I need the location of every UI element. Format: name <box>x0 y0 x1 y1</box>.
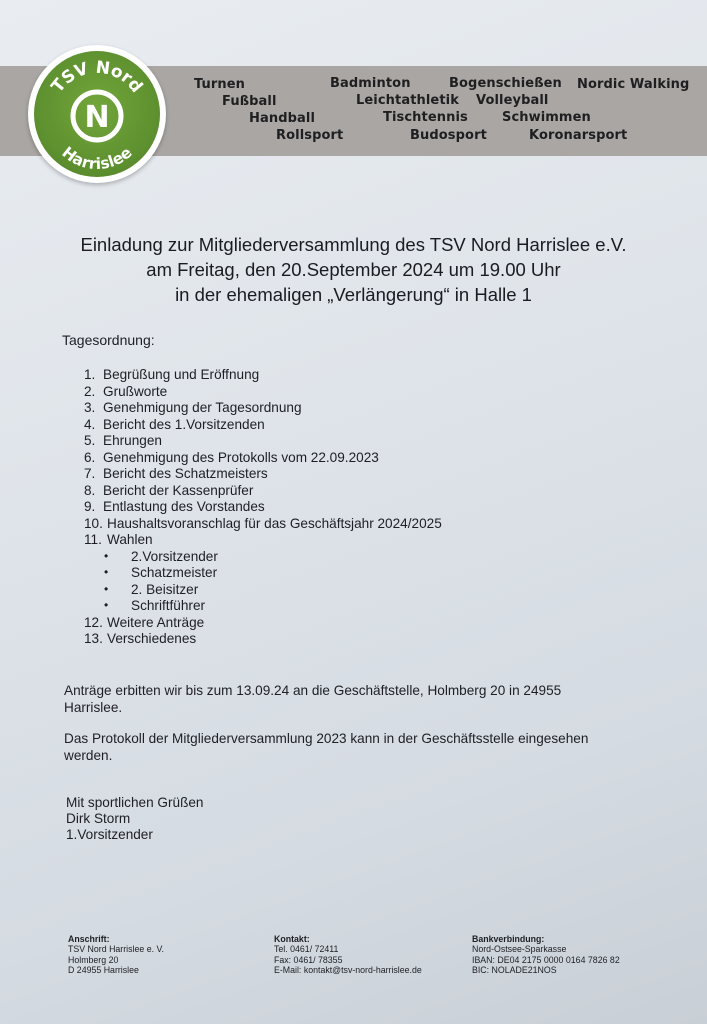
signer-role: 1.Vorsitzender <box>66 827 153 842</box>
footer-line: E-Mail: kontakt@tsv-nord-harrislee.de <box>274 965 422 976</box>
footer-heading: Kontakt: <box>274 934 310 944</box>
sport-item: Budosport <box>410 128 487 143</box>
sport-item: Nordic Walking <box>577 77 690 92</box>
footer-line: Holmberg 20 <box>68 954 119 965</box>
proposals-paragraph <box>64 682 561 716</box>
sport-item: Volleyball <box>476 93 549 108</box>
footer-contact <box>274 934 422 976</box>
logo-letter: N <box>84 100 110 135</box>
club-logo <box>28 45 166 183</box>
paragraph-line: Harrislee. <box>64 700 123 715</box>
protocol-paragraph <box>64 730 588 764</box>
footer-heading: Bankverbindung: <box>472 934 545 944</box>
paragraph-line: Anträge erbitten wir bis zum 13.09.24 an die Geschäftstelle, Holmberg 20 in 24955 <box>64 683 562 698</box>
footer-heading: Anschrift: <box>68 934 110 944</box>
title-line-3: in der ehemaligen „Verlängerung“ in Halle 1 <box>175 284 532 305</box>
footer-line: Fax: 0461/ 78355 <box>274 954 343 965</box>
sport-item: Leichtathletik <box>356 93 459 108</box>
invitation-title <box>0 232 707 307</box>
sport-item: Turnen <box>194 77 246 92</box>
footer-line: Nord-Ostsee-Sparkasse <box>472 944 567 955</box>
signer-name: Dirk Storm <box>66 811 131 826</box>
closing-signature <box>66 795 204 843</box>
svg-text:Harrislee <box>58 143 135 173</box>
sport-item: Fußball <box>222 94 277 109</box>
agenda-label: Tagesordnung: <box>62 332 155 348</box>
sport-item: Handball <box>249 111 316 126</box>
sport-item: Bogenschießen <box>449 76 562 91</box>
sport-item: Tischtennis <box>383 110 468 125</box>
closing-greeting: Mit sportlichen Grüßen <box>66 795 204 810</box>
title-line-1: Einladung zur Mitgliederversammlung des TSV Nord Harrislee e.V. <box>80 234 627 255</box>
sport-item: Schwimmen <box>502 110 591 125</box>
footer-bank <box>472 934 620 976</box>
footer-line: IBAN: DE04 2175 0000 0164 7826 82 <box>472 954 620 965</box>
logo-bottom-text: Harrislee <box>58 143 136 174</box>
footer-line: D 24955 Harrislee <box>68 965 139 976</box>
paragraph-line: Das Protokoll der Mitgliederversammlung 2023 kann in der Geschäftsstelle eingesehen <box>64 731 589 746</box>
logo-top-text: TSV Nord <box>47 57 147 97</box>
footer-address <box>68 934 164 976</box>
sport-item: Koronarsport <box>529 128 628 143</box>
logo-graphic <box>28 45 166 183</box>
footer-line: Tel. 0461/ 72411 <box>274 944 339 955</box>
paragraph-line: werden. <box>64 748 113 763</box>
sport-item: Badminton <box>330 76 411 91</box>
footer-line: BIC: NOLADE21NOS <box>472 965 557 976</box>
sport-item: Rollsport <box>276 128 344 143</box>
footer-line: TSV Nord Harrislee e. V. <box>68 944 164 955</box>
title-line-2: am Freitag, den 20.September 2024 um 19.00 Uhr <box>146 259 561 280</box>
